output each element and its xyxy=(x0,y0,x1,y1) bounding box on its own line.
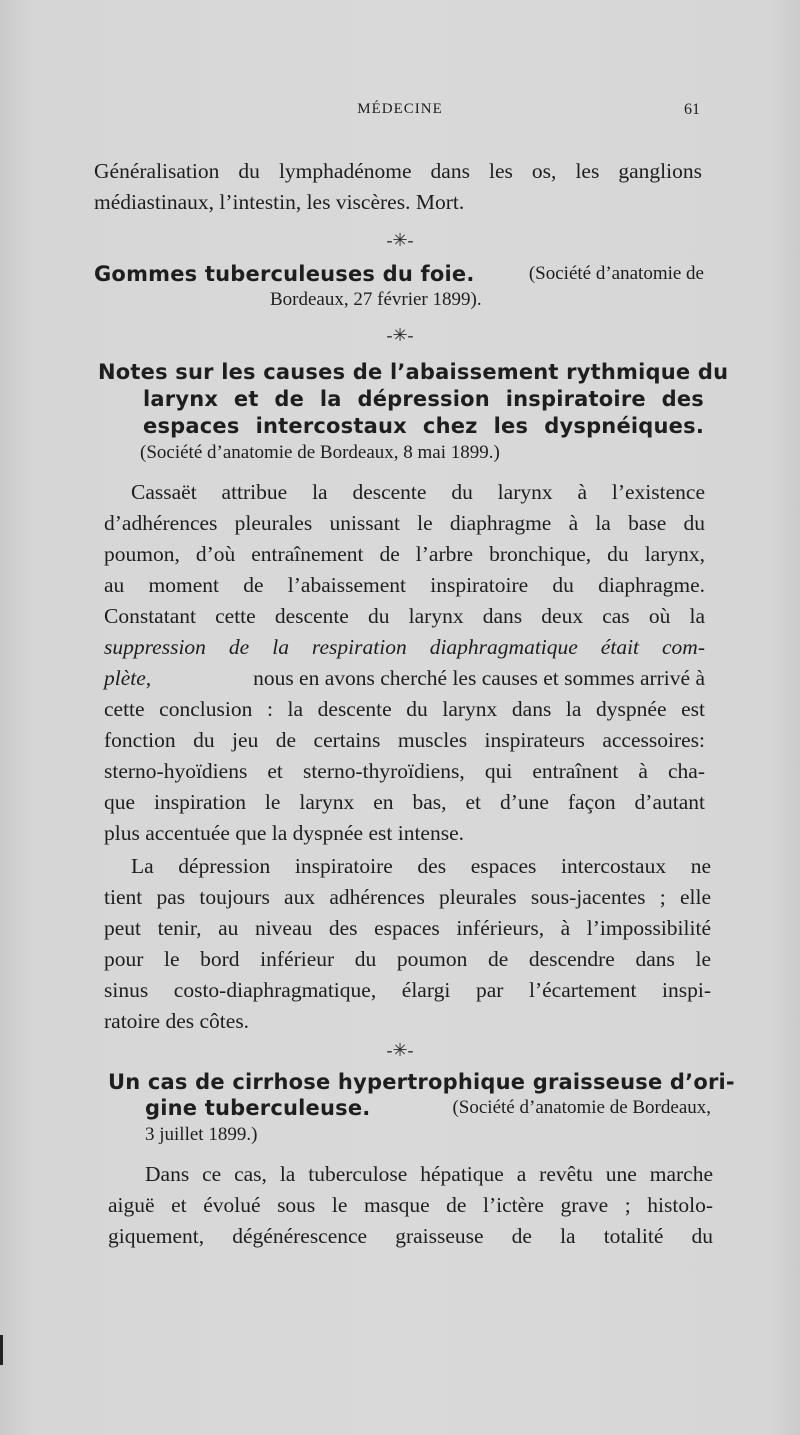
running-title: MÉDECINE xyxy=(357,101,443,117)
entry-title: Gommes tuberculeuses du foie. xyxy=(94,262,475,286)
text-line: d’adhérences pleurales unissant le diaphragme à la base du xyxy=(104,511,705,535)
text-line: que inspiration le larynx en bas, et d’une façon d’autant xyxy=(104,790,705,814)
text-line: médiastinaux, l’intestin, les viscères. Mort. xyxy=(94,190,465,214)
binding-edge-mark xyxy=(0,1335,3,1365)
page-number: 61 xyxy=(684,101,700,118)
entry-source: 3 juillet 1899.) xyxy=(145,1124,258,1145)
text-line: aiguë et évolué sous le masque de l’ictère grave ; histolo- xyxy=(108,1193,713,1217)
text-line: pour le bord inférieur du poumon de descendre dans le xyxy=(104,947,711,971)
text-line: Généralisation du lymphadénome dans les os, les ganglions xyxy=(94,159,702,183)
entry-title: espaces intercostaux chez les dyspnéiques. xyxy=(143,414,704,438)
text-line: peut tenir, au niveau des espaces inférieurs, à l’impossibilité xyxy=(104,916,711,940)
asterism-separator: -✳- xyxy=(386,1040,414,1060)
entry-title: Un cas de cirrhose hypertrophique graisseuse d’ori- xyxy=(108,1070,735,1094)
italic-text-line: suppression de la respiration diaphragmatique était com- xyxy=(104,635,705,659)
entry-heading xyxy=(94,260,704,288)
text-line: Dans ce cas, la tuberculose hépatique a revêtu une marche xyxy=(145,1162,713,1186)
text-line: sinus costo-diaphragmatique, élargi par l’écartement inspi- xyxy=(104,978,711,1002)
italic-text: plète, xyxy=(104,666,152,690)
entry-heading xyxy=(145,1094,711,1122)
text-line: La dépression inspiratoire des espaces intercostaux ne xyxy=(131,854,711,878)
entry-title: larynx et de la dépression inspiratoire des xyxy=(143,387,704,411)
text-line: plus accentuée que la dyspnée est intense. xyxy=(104,821,464,845)
text-line: poumon, d’où entraînement de l’arbre bronchique, du larynx, xyxy=(104,542,705,566)
asterism-separator: -✳- xyxy=(386,325,414,345)
text-line: giquement, dégénérescence graisseuse de la totalité du xyxy=(108,1224,713,1248)
text-line: au moment de l’abaissement inspiratoire du diaphragme. xyxy=(104,573,705,597)
text-line: cette conclusion : la descente du larynx dans la dyspnée est xyxy=(104,697,705,721)
entry-source: Bordeaux, 27 février 1899). xyxy=(270,289,482,310)
text-line: Cassaët attribue la descente du larynx à l’existence xyxy=(131,480,705,504)
text-line: Constatant cette descente du larynx dans deux cas où la xyxy=(104,604,705,628)
running-head xyxy=(0,101,800,125)
text-line: tient pas toujours aux adhérences pleurales sous-jacentes ; elle xyxy=(104,885,711,909)
text: nous en avons cherché les causes et sommes arrivé à xyxy=(253,666,705,690)
asterism-separator: -✳- xyxy=(386,230,414,250)
text-line: ratoire des côtes. xyxy=(104,1009,250,1033)
entry-source: (Société d’anatomie de Bordeaux, xyxy=(452,1097,711,1118)
entry-title: Notes sur les causes de l’abaissement rythmique du xyxy=(98,360,729,384)
entry-source: (Société d’anatomie de xyxy=(528,263,704,284)
text-line: fonction du jeu de certains muscles inspirateurs accessoires: xyxy=(104,728,705,752)
entry-source: (Société d’anatomie de Bordeaux, 8 mai 1899.) xyxy=(140,442,500,463)
entry-title: gine tuberculeuse. xyxy=(145,1096,371,1120)
text-line xyxy=(104,664,705,692)
text-line: sterno-hyoïdiens et sterno-thyroïdiens, qui entraînent à cha- xyxy=(104,759,705,783)
